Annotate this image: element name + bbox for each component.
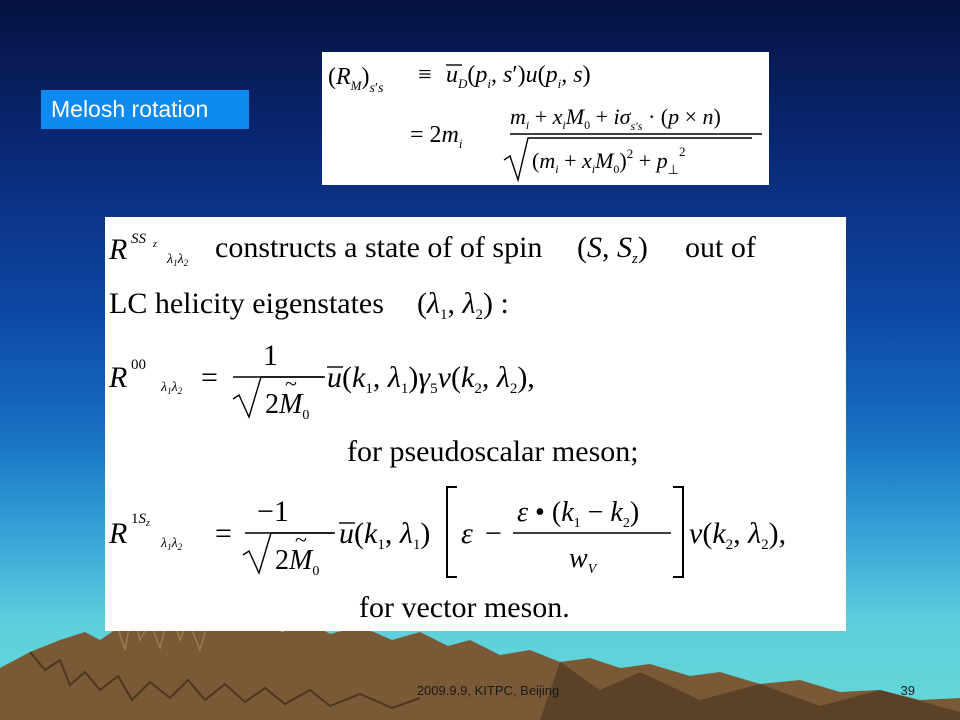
eq-row-pseudoscalar-def [108,339,535,423]
svg-text:v(k2, λ2),: $v(k_2$, $\lambda_2$), [689,517,787,553]
svg-text:~: ~ [295,527,307,552]
svg-text:λ1λ2: $\lambda_1\lambda_2$ [167,252,189,268]
equation-line-1 [328,62,591,96]
melosh-rotation-label: Melosh rotation [41,90,249,129]
svg-text:SS: SS [131,231,146,247]
slide-page-number: 39 [900,683,915,698]
svg-text:1Sz: $1S_z$ [131,511,150,529]
svg-text:(λ1, λ2) :: ($\lambda_1$, $\lambda_2$) : [417,287,509,323]
lc-helicity-text: LC helicity eigenstates [109,287,384,320]
vector-meson-label: for vector meson. [359,591,570,624]
svg-text:−: − [485,517,502,550]
svg-text:00: 00 [131,357,146,373]
svg-text:ε • (k1 − k2): ε • $(k_1 - k_2)$ [517,497,640,531]
svg-text:R: R [109,361,128,394]
svg-text:~: ~ [285,371,297,396]
svg-text:≡: ≡ [418,62,432,88]
svg-text:−1: −1 [257,495,289,528]
constructs-text: constructs a state of of spin [215,231,543,264]
svg-text:wV: $w_V$ [569,543,597,577]
svg-text:2M0: $2M_0$ [265,389,310,423]
svg-text:(S, Sz): (S, $S_z$) [577,231,648,267]
eq-row-lc-helicity [109,287,509,323]
svg-text:1: 1 [263,339,278,372]
svg-text:(RM)s′s: $(R_M)_s's$ [328,64,384,96]
out-of-text: out of [685,231,756,264]
melosh-rotation-equation [322,52,769,185]
svg-text:R: R [109,233,128,266]
svg-text:uD(pi, s′)u(pi, s): $u_D(p_i$, $s')u(p_i$, s) [446,62,591,91]
svg-text:2M0: $2M_0$ [275,545,320,579]
svg-text:(mi + xiM0)2 + p⊥2: $(m_i + x_iM_0)^2 + p_\perp^2$ [532,144,686,177]
equation-line-2 [410,104,762,180]
svg-text:=: = [215,517,232,550]
svg-text:λ1λ2: $\lambda_1\lambda_2$ [161,536,183,552]
svg-text:R: R [109,517,128,550]
svg-text:λ1λ2: $\lambda_1\lambda_2$ [161,380,183,396]
svg-text:u(k1, λ1): $u(k_1$, $\lambda_1$) [339,517,431,553]
svg-text:u(k1, λ1)γ5v(k2, λ2),: $u(k_1$, $\lambda_1)\gamma_5v(k_2$, $\lambda_2$), [327,361,535,397]
svg-text:= 2mi: = $2m_i$ [410,122,463,151]
footer-date-location: 2009.9.9, KITPC, Beijing [416,683,560,698]
svg-text:ε: ε [461,517,473,550]
pseudoscalar-label: for pseudoscalar meson; [347,435,639,468]
spin-projection-equations [105,217,846,631]
svg-text:mi + xiM0 + iσs′s · (p × n): $m_i + x_iM_0 + i\sigma_{s's} \cdot (p \times n)$ [510,104,721,133]
eq-row-spin-construct [108,231,756,268]
svg-text:z: z [153,239,157,250]
eq-row-vector-def [108,487,786,579]
svg-text:=: = [201,361,218,394]
